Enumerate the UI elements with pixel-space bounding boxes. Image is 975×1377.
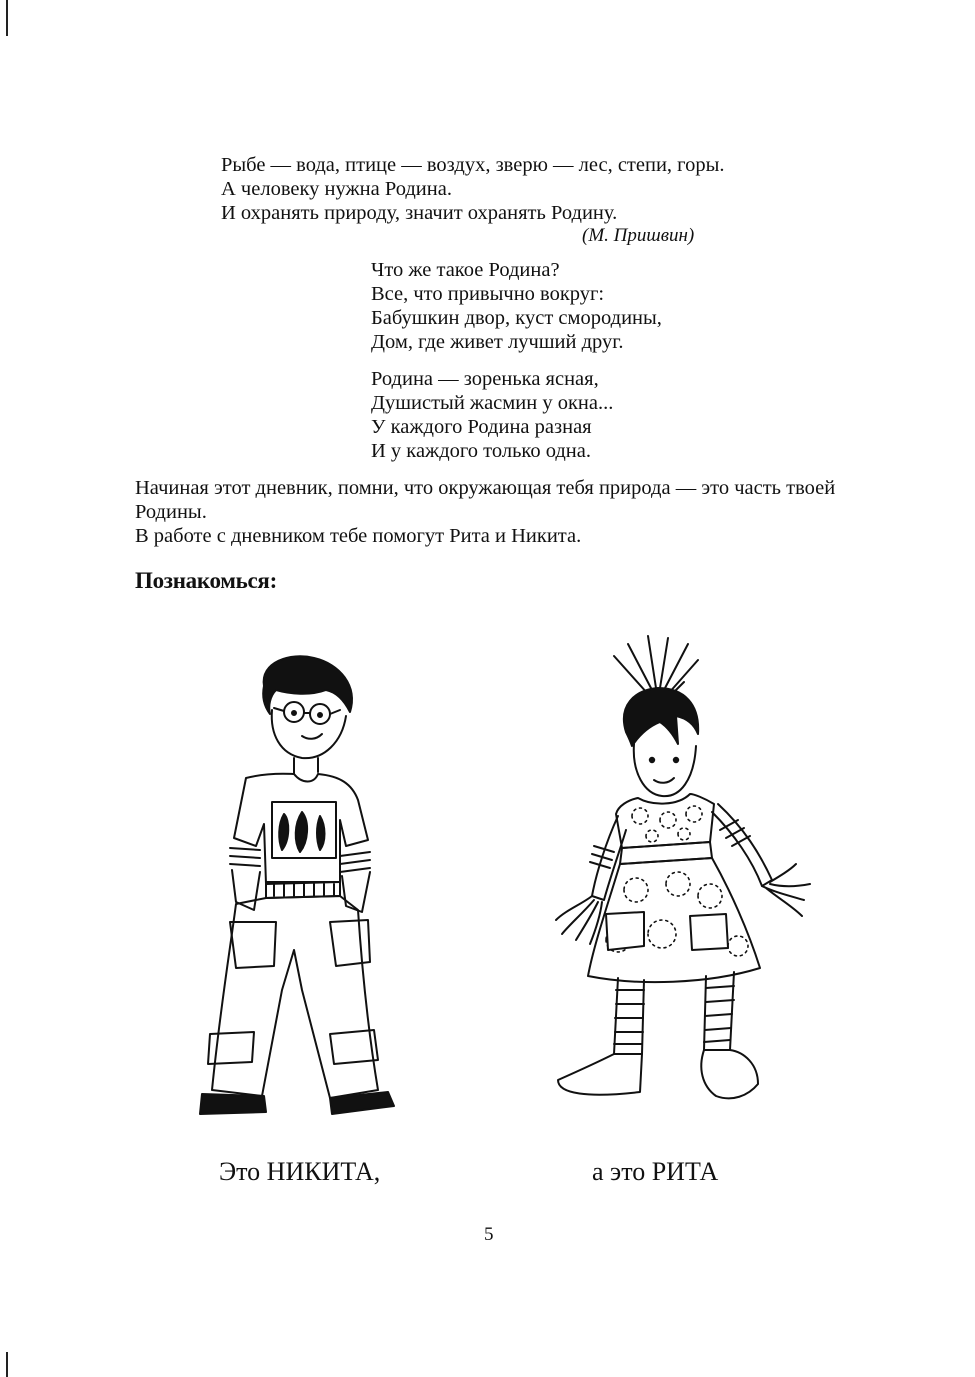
- epigraph-line: И охранять природу, значит охранять Родину.: [221, 202, 618, 224]
- poem-line: Все, что привычно вокруг:: [371, 283, 605, 305]
- epigraph-line: А человеку нужна Родина.: [221, 178, 452, 200]
- epigraph-attribution: (М. Пришвин): [582, 225, 695, 246]
- poem-line: Душистый жасмин у окна...: [371, 392, 614, 414]
- poem-line: Что же такое Родина?: [371, 259, 560, 281]
- page-number: 5: [484, 1224, 494, 1245]
- intro-paragraph: В работе с дневником тебе помогут Рита и Никита.: [135, 525, 582, 547]
- poem-line: Родина — зоренька ясная,: [371, 368, 599, 390]
- rita-illustration: [548, 634, 818, 1114]
- poem-line: Дом, где живет лучший друг.: [371, 331, 624, 353]
- intro-text: [135, 476, 880, 548]
- section-heading: Познакомься:: [135, 568, 277, 593]
- caption-rita: а это РИТА: [592, 1157, 719, 1186]
- caption-nikita: Это НИКИТА,: [219, 1157, 381, 1186]
- poem-stanza-2: [371, 367, 613, 463]
- intro-paragraph: Начиная этот дневник, помни, что окружающая тебя природа — это часть твоей Родины.: [135, 477, 836, 523]
- nikita-illustration: [190, 650, 400, 1125]
- poem-line: И у каждого только одна.: [371, 440, 591, 462]
- crop-mark-top: [6, 0, 8, 36]
- poem-line: Бабушкин двор, куст смородины,: [371, 307, 662, 329]
- crop-mark-bottom: [6, 1352, 8, 1377]
- epigraph-line: Рыбе — вода, птице — воздух, зверю — лес, степи, горы.: [221, 154, 725, 176]
- poem-stanza-1: [371, 258, 662, 354]
- epigraph: [221, 153, 724, 225]
- poem-line: У каждого Родина разная: [371, 416, 592, 438]
